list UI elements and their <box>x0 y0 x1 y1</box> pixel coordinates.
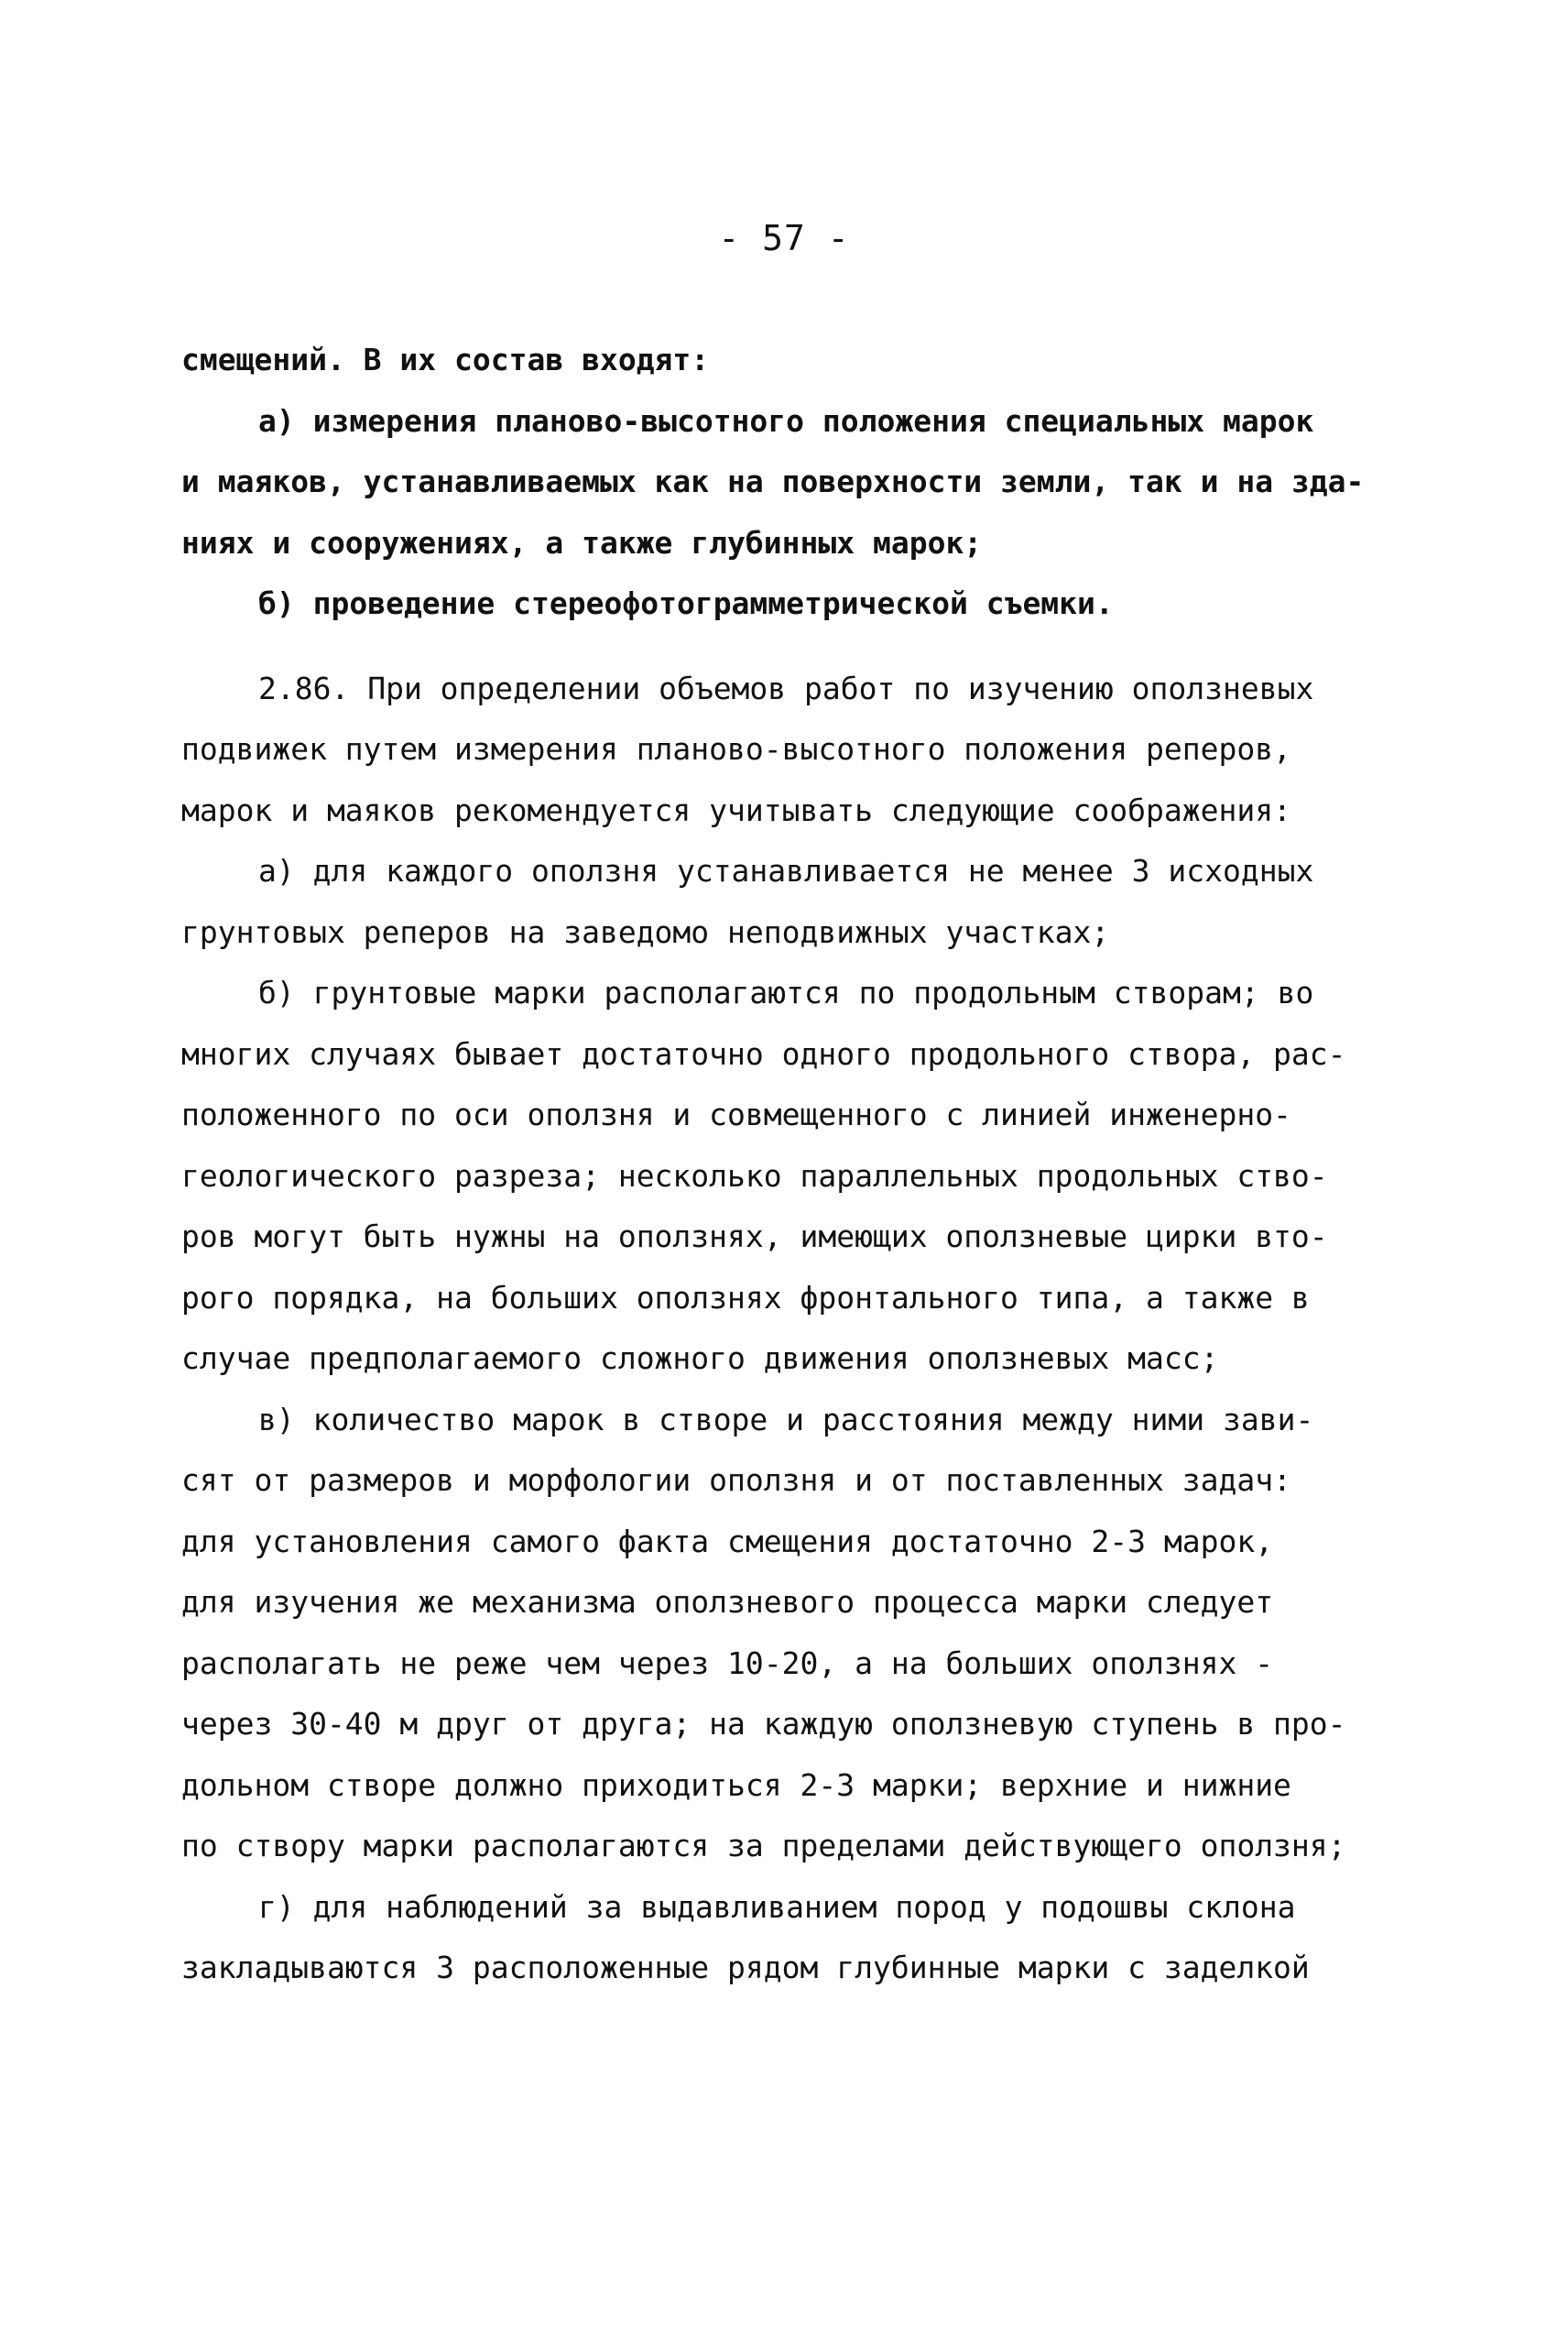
text-line: дольном створе должно приходиться 2-3 марки; верхние и нижние <box>181 1766 1291 1803</box>
text-line: а) измерения планово-высотного положения специальных марок <box>258 402 1314 439</box>
text-line: подвижек путем измерения планово-высотного положения реперов, <box>181 731 1291 767</box>
text-line: ров могут быть нужны на оползнях, имеющих оползневые цирки вто- <box>181 1218 1328 1254</box>
text-line: закладываются 3 расположенные рядом глубинные марки с заделкой <box>181 1950 1310 1985</box>
text-line: через 30-40 м друг от друга; на каждую оползневую ступень в про- <box>181 1706 1346 1742</box>
text-line: 2.86. При определении объемов работ по изучению оползневых <box>258 670 1314 706</box>
text-line: геологического разреза; несколько параллельных продольных ство- <box>181 1157 1328 1194</box>
text-line: располагать не реже чем через 10-20, а на больших оползнях - <box>181 1644 1274 1681</box>
text-line: рого порядка, на больших оползнях фронтального типа, а также в <box>181 1279 1310 1316</box>
text-line: для изучения же механизма оползневого процесса марки следует <box>181 1584 1274 1620</box>
text-line: и маяков, устанавливаемых как на поверхности земли, так и на зда- <box>181 464 1365 499</box>
text-line: б) проведение стереофотограмметрической съемки. <box>258 585 1114 621</box>
text-line: ниях и сооружениях, а также глубинных марок; <box>181 524 983 561</box>
text-line: сят от размеров и морфологии оползня и от поставленных задач: <box>181 1462 1291 1498</box>
text-line: смещений. В их состав входят: <box>181 342 710 377</box>
text-line: г) для наблюдений за выдавливанием пород у подошвы склона <box>258 1888 1296 1925</box>
text-line: грунтовых реперов на заведомо неподвижных участках; <box>181 913 1110 950</box>
text-line: положенного по оси оползня и совмещенного с линией инженерно- <box>181 1097 1291 1132</box>
text-line: в) количество марок в створе и расстояния между ними зави- <box>258 1401 1314 1437</box>
paragraph-gap <box>181 635 1409 659</box>
text-line: по створу марки располагаются за пределами действующего оползня; <box>181 1828 1346 1863</box>
page-number: - 57 - <box>718 218 850 258</box>
body-text <box>181 330 1409 1999</box>
text-line: случае предполагаемого сложного движения оползневых масс; <box>181 1340 1219 1376</box>
text-line: а) для каждого оползня устанавливается не менее 3 исходных <box>258 853 1314 889</box>
text-line: для установления самого факта смещения достаточно 2-3 марок, <box>181 1523 1274 1559</box>
text-line: многих случаях бывает достаточно одного продольного створа, рас- <box>181 1035 1346 1072</box>
text-line: марок и маяков рекомендуется учитывать следующие соображения: <box>181 792 1291 828</box>
text-line: б) грунтовые марки располагаются по продольным створам; во <box>258 975 1314 1011</box>
